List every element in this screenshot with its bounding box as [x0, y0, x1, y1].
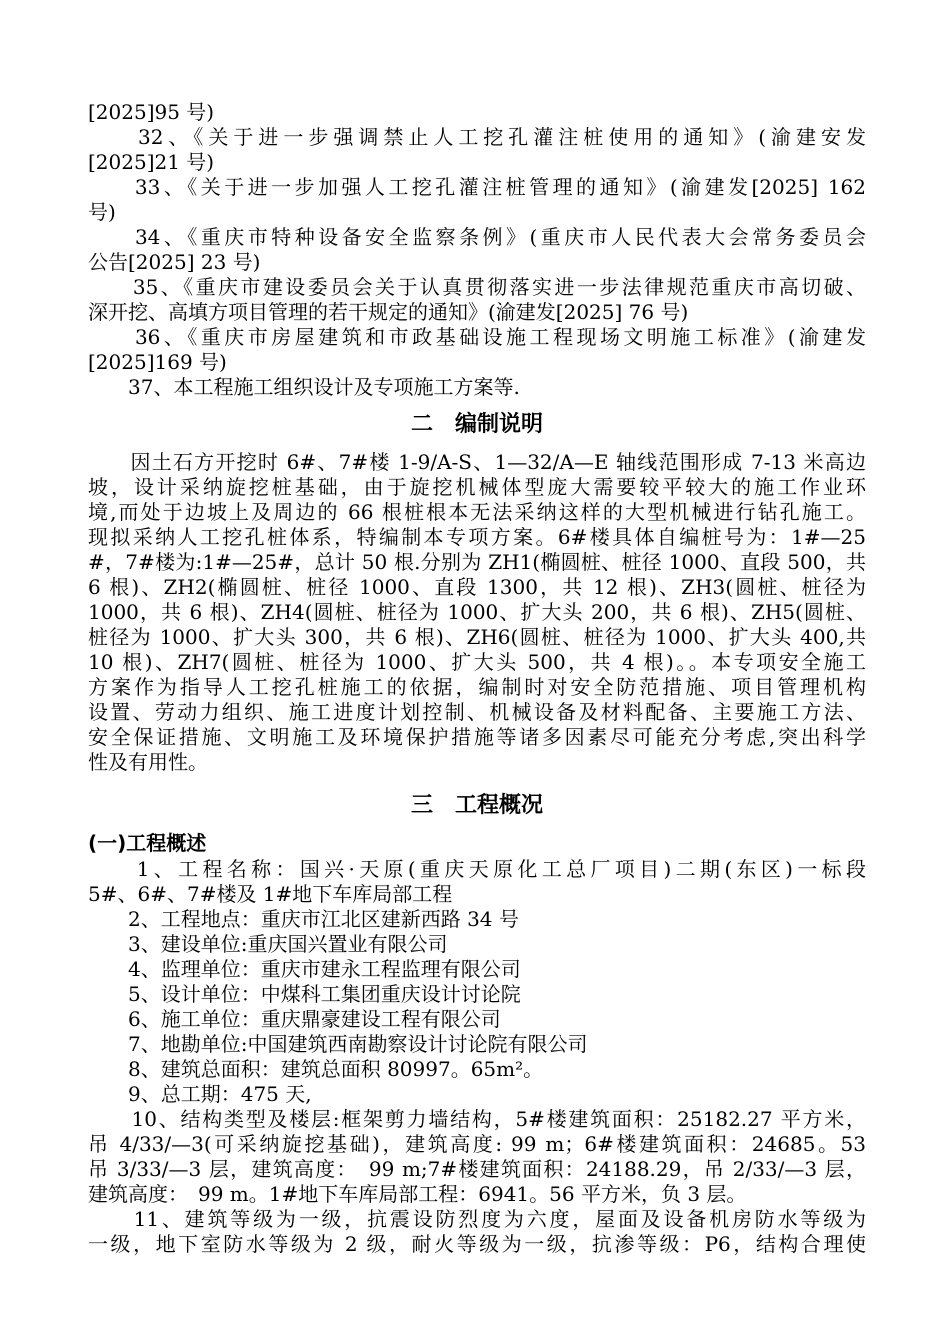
paragraph-line: 桩径为 1000、扩大头 300，共 6 根)、ZH6(圆桩、桩径为 1000、扩大头 400,共	[88, 625, 866, 649]
paragraph-line: #，7#楼为:1#—25#，总计 50 根.分别为 ZH1(椭圆桩、桩径 1000、直段 500，共	[88, 550, 866, 574]
paragraph-line: 境,而处于边坡上及周边的 66 根桩根本无法采纳这样的大型机械进行钻孔施工。	[88, 500, 866, 524]
overview-line: 一级，地下室防水等级为 2 级，耐火等级为一级，抗渗等级：P6，结构合理使	[88, 1232, 866, 1256]
overview-line: 1、工程名称：国兴·天原(重庆天原化工总厂项目)二期(东区)一标段	[88, 857, 866, 881]
paragraph-line: 坡，设计采纳旋挖桩基础，由于旋挖机械体型庞大需要较平较大的施工作业环	[88, 475, 866, 499]
overview-line: 8、建筑总面积：建筑总面积 80997。65m²。	[88, 1057, 544, 1081]
overview-line: 5#、6#、7#楼及 1#地下车库局部工程	[88, 882, 453, 906]
overview-line: 9、总工期：475 天,	[88, 1082, 312, 1106]
overview-line: 2、工程地点：重庆市江北区建新西路 34 号	[88, 907, 519, 931]
overview-line: 6、施工单位：重庆鼎豪建设工程有限公司	[88, 1007, 501, 1031]
ref-line: 号)	[88, 200, 116, 224]
overview-line: 吊 3/33/—3 层，建筑高度： 99 m;7#楼建筑面积：24188.29，吊 2/33/—3 层，	[88, 1157, 866, 1181]
overview-line: 11、建筑等级为一级，抗震设防烈度为六度，屋面及设备机房防水等级为	[88, 1207, 866, 1231]
ref-line: 32、《关于进一步强调禁止人工挖孔灌注桩使用的通知》(渝建安发	[88, 125, 866, 149]
section-heading: 二 编制说明	[410, 412, 543, 437]
overview-line: 4、监理单位：重庆市建永工程监理有限公司	[88, 957, 521, 981]
ref-line: 33、《关于进一步加强人工挖孔灌注桩管理的通知》(渝建发[2025] 162	[88, 175, 866, 199]
subsection-heading: (一)工程概述	[88, 831, 207, 855]
paragraph-line: 性及有用性。	[88, 750, 208, 774]
overview-line: 7、地勘单位:中国建筑西南勘察设计讨论院有限公司	[88, 1032, 588, 1056]
document-page	[88, 100, 866, 1257]
ref-line: [2025]21 号)	[88, 150, 215, 174]
ref-line: [2025]95 号)	[88, 100, 215, 124]
section-heading: 三 工程概况	[410, 793, 543, 818]
ref-line: 公告[2025] 23 号)	[88, 250, 261, 274]
paragraph-line: 6 根)、ZH2(椭圆桩、桩径 1000、直段 1300，共 12 根)、ZH3(圆桩、桩径为	[88, 575, 866, 599]
overview-line: 3、建设单位:重庆国兴置业有限公司	[88, 932, 448, 956]
overview-line: 10、结构类型及楼层:框架剪力墙结构，5#楼建筑面积：25182.27 平方米，	[88, 1107, 866, 1131]
paragraph-line: 设置、劳动力组织、施工进度计划控制、机械设备及材料配备、主要施工方法、	[88, 700, 866, 724]
overview-line: 吊 4/33/—3(可采纳旋挖基础)，建筑高度: 99 m；6#楼建筑面积：24685。53	[88, 1132, 866, 1156]
ref-line: 37、本工程施工组织设计及专项施工方案等.	[88, 375, 520, 399]
overview-line: 5、设计单位：中煤科工集团重庆设计讨论院	[88, 982, 521, 1006]
paragraph-line: 1000，共 6 根)、ZH4(圆桩、桩径为 1000、扩大头 200，共 6 根)、ZH5(圆桩、	[88, 600, 866, 624]
paragraph-line: 方案作为指导人工挖孔桩施工的依据，编制时对安全防范措施、项目管理机构	[88, 675, 866, 699]
paragraph-line: 10 根)、ZH7(圆桩、桩径为 1000、扩大头 500，共 4 根)。。本专项安全施工	[88, 650, 866, 674]
paragraph-line: 现拟采纳人工挖孔桩体系，特编制本专项方案。6#楼具体自编桩号为：1#—25	[88, 525, 866, 549]
paragraph-line: 因土石方开挖时 6#、7#楼 1-9/A-S、1—32/A—E 轴线范围形成 7-13 米高边	[88, 450, 866, 474]
ref-line: 深开挖、高填方项目管理的若干规定的通知》(渝建发[2025] 76 号)	[88, 300, 689, 324]
ref-line: 34、《重庆市特种设备安全监察条例》(重庆市人民代表大会常务委员会	[88, 225, 866, 249]
ref-line: 35、《重庆市建设委员会关于认真贯彻落实进一步法律规范重庆市高切破、	[88, 275, 866, 299]
ref-line: [2025]169 号)	[88, 350, 227, 374]
ref-line: 36、《重庆市房屋建筑和市政基础设施工程现场文明施工标准》(渝建发	[88, 325, 866, 349]
overview-line: 建筑高度： 99 m。1#地下车库局部工程：6941。56 平方米，负 3 层。	[88, 1182, 747, 1206]
paragraph-line: 安全保证措施、文明施工及环境保护措施等诸多因素尽可能充分考虑,突出科学	[88, 725, 866, 749]
